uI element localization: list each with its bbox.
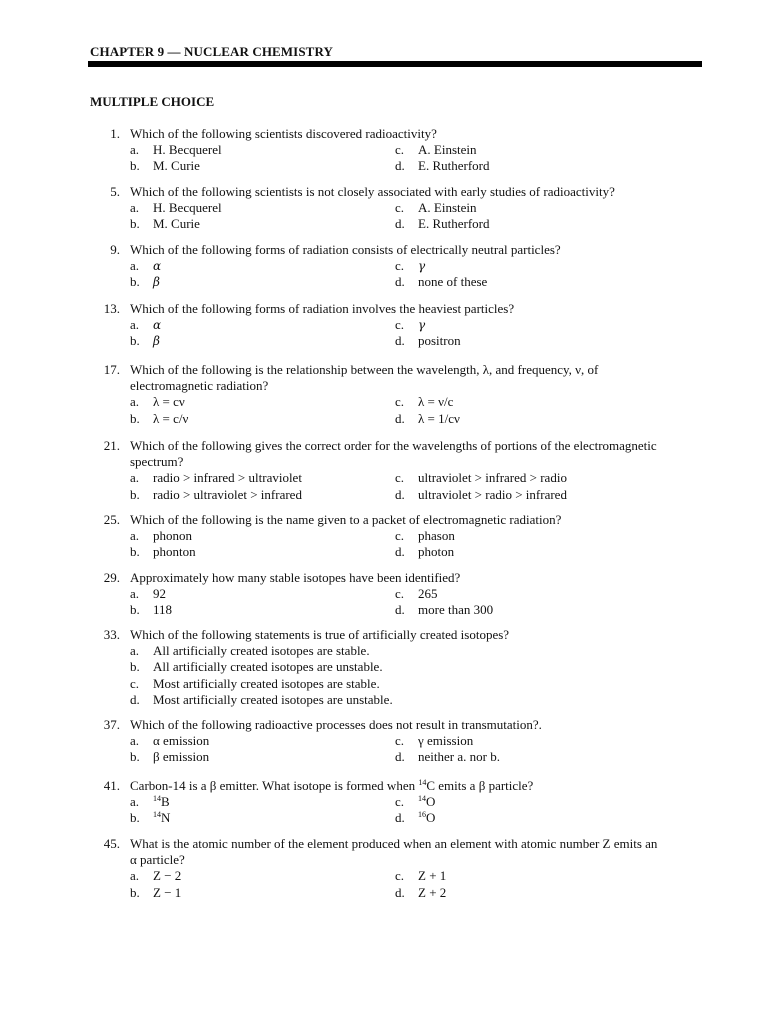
- section-heading: MULTIPLE CHOICE: [90, 94, 215, 109]
- option-b: Z − 1: [153, 884, 182, 900]
- option-letter: c.: [395, 394, 405, 410]
- option-letter: a.: [130, 258, 140, 274]
- option-letter: d.: [395, 274, 405, 290]
- chapter-title: CHAPTER 9 — NUCLEAR CHEMISTRY: [90, 44, 333, 59]
- option-d: λ = 1/cν: [418, 410, 460, 426]
- option-b: radio > ultraviolet > infrared: [153, 486, 302, 502]
- option-letter: a.: [130, 200, 140, 216]
- option-letter: b.: [130, 274, 140, 290]
- option-letter: c.: [395, 868, 405, 884]
- option-a: radio > infrared > ultraviolet: [153, 470, 302, 486]
- option-letter: d.: [395, 410, 405, 426]
- option-letter: d.: [395, 544, 405, 560]
- option-d: ultraviolet > radio > infrared: [418, 486, 567, 502]
- question-number: 41.: [103, 778, 120, 793]
- question-number: 13.: [103, 301, 120, 316]
- question-text: Which of the following is the name given to a packet of electromagnetic radiation?: [130, 512, 562, 527]
- option-d: E. Rutherford: [418, 158, 490, 174]
- question-45: [0, 836, 768, 901]
- question-number: 37.: [103, 717, 120, 732]
- question-text: Which of the following forms of radiation consists of electrically neutral particles?: [130, 242, 561, 257]
- option-c: A. Einstein: [418, 142, 477, 158]
- option-b: All artificially created isotopes are unstable.: [153, 659, 383, 675]
- option-a: 92: [153, 586, 166, 602]
- option-d: E. Rutherford: [418, 216, 490, 232]
- option-c: phason: [418, 528, 455, 544]
- option-letter: b.: [130, 333, 140, 349]
- option-c: $^{14}$O: [418, 794, 436, 810]
- question-text: Which of the following statements is true of artificially created isotopes?: [130, 627, 510, 642]
- question-21: [0, 438, 768, 503]
- option-a: phonon: [153, 528, 192, 544]
- option-letter: c.: [395, 586, 405, 602]
- option-letter: a.: [130, 470, 140, 486]
- option-a: α: [153, 318, 162, 333]
- option-c: Most artificially created isotopes are stable.: [153, 675, 380, 691]
- option-letter: d.: [395, 884, 405, 900]
- question-text: Approximately how many stable isotopes have been identified?: [130, 570, 461, 585]
- option-letter: a.: [130, 586, 140, 602]
- question-13: [0, 301, 768, 350]
- option-d: Most artificially created isotopes are unstable.: [153, 691, 393, 707]
- option-letter: a.: [130, 733, 140, 749]
- option-a: λ = cν: [153, 394, 185, 410]
- question-33: [0, 627, 768, 708]
- option-letter: d.: [395, 810, 405, 826]
- question-number: 29.: [103, 570, 120, 585]
- question-text-continued: electromagnetic radiation?: [130, 378, 269, 394]
- option-letter: b.: [130, 659, 140, 675]
- question-1: [0, 126, 768, 175]
- option-letter: b.: [130, 544, 140, 560]
- question-number: 17.: [103, 362, 120, 377]
- option-letter: b.: [130, 158, 140, 174]
- option-letter: b.: [130, 810, 140, 826]
- question-number: 21.: [103, 438, 120, 453]
- option-letter: c.: [395, 470, 405, 486]
- question-number: 1.: [110, 126, 120, 141]
- question-text: Which of the following gives the correct order for the wavelengths of portions of the electromagnetic: [130, 438, 657, 453]
- option-c: 265: [418, 586, 438, 602]
- option-letter: a.: [130, 643, 140, 659]
- option-a: H. Becquerel: [153, 142, 222, 158]
- question-25: [0, 512, 768, 561]
- option-letter: b.: [130, 410, 140, 426]
- header-rule: [88, 61, 702, 67]
- option-b: β: [153, 334, 160, 349]
- option-letter: a.: [130, 528, 140, 544]
- option-letter: c.: [395, 733, 405, 749]
- option-letter: c.: [395, 794, 405, 810]
- option-letter: d.: [395, 749, 405, 765]
- option-b: 118: [153, 602, 173, 618]
- question-text: Which of the following is the relationship between the wavelength, λ, and frequency, ν, of: [130, 362, 599, 377]
- option-d: more than 300: [418, 602, 494, 618]
- question-text: Which of the following scientists discovered radioactivity?: [130, 126, 437, 141]
- option-b: λ = c/ν: [153, 410, 189, 426]
- option-letter: d.: [395, 333, 405, 349]
- option-letter: c.: [395, 258, 405, 274]
- question-number: 5.: [110, 184, 120, 199]
- option-letter: c.: [130, 675, 140, 691]
- option-letter: a.: [130, 868, 140, 884]
- question-text: What is the atomic number of the element produced when an element with atomic number Z emits an: [130, 836, 658, 851]
- question-text: Which of the following forms of radiation involves the heaviest particles?: [130, 301, 515, 316]
- question-number: 9.: [110, 242, 120, 257]
- option-b: $^{14}$N: [153, 810, 171, 826]
- option-a: α: [153, 259, 162, 274]
- question-37: [0, 717, 768, 766]
- question-number: 33.: [103, 627, 120, 642]
- option-letter: c.: [395, 200, 405, 216]
- question-text: Which of the following scientists is not closely associated with early studies of radioactivity?: [130, 184, 615, 199]
- option-d: Z + 2: [418, 884, 447, 900]
- option-c: λ = ν/c: [418, 394, 454, 410]
- option-letter: b.: [130, 602, 140, 618]
- question-41: [0, 778, 768, 827]
- option-letter: a.: [130, 794, 140, 810]
- question-17: [0, 362, 768, 427]
- option-b: β emission: [153, 749, 210, 765]
- option-letter: a.: [130, 317, 140, 333]
- option-d: neither a. nor b.: [418, 749, 500, 765]
- option-b: β: [153, 275, 160, 290]
- option-a: $^{14}$B: [153, 794, 170, 810]
- option-c: γ: [418, 318, 426, 333]
- option-b: phonton: [153, 544, 196, 560]
- option-letter: b.: [130, 486, 140, 502]
- question-text: Which of the following radioactive processes does not result in transmutation?.: [130, 717, 542, 732]
- option-b: M. Curie: [153, 216, 200, 232]
- question-text-continued: spectrum?: [130, 454, 184, 470]
- option-c: γ: [418, 259, 426, 274]
- option-d: $^{16}$O: [418, 810, 436, 826]
- option-letter: b.: [130, 749, 140, 765]
- option-letter: b.: [130, 216, 140, 232]
- option-letter: d.: [130, 691, 140, 707]
- option-d: positron: [418, 333, 461, 349]
- option-letter: b.: [130, 884, 140, 900]
- option-letter: c.: [395, 317, 405, 333]
- option-d: none of these: [418, 274, 488, 290]
- option-letter: d.: [395, 216, 405, 232]
- option-letter: c.: [395, 142, 405, 158]
- option-letter: d.: [395, 158, 405, 174]
- question-5: [0, 184, 768, 233]
- question-29: [0, 570, 768, 619]
- option-b: M. Curie: [153, 158, 200, 174]
- option-c: γ emission: [418, 733, 474, 749]
- option-d: photon: [418, 544, 455, 560]
- question-number: 45.: [103, 836, 120, 851]
- question-text: Carbon-14 is a β emitter. What isotope is formed when $^{14}$C emits a β particle?: [130, 778, 534, 793]
- option-a: Z − 2: [153, 868, 182, 884]
- option-c: Z + 1: [418, 868, 447, 884]
- option-letter: d.: [395, 602, 405, 618]
- question-9: [0, 242, 768, 291]
- option-a: α emission: [153, 733, 210, 749]
- option-a: All artificially created isotopes are stable.: [153, 643, 370, 659]
- option-letter: a.: [130, 394, 140, 410]
- option-letter: d.: [395, 486, 405, 502]
- question-text-continued: α particle?: [130, 852, 185, 868]
- option-c: A. Einstein: [418, 200, 477, 216]
- option-c: ultraviolet > infrared > radio: [418, 470, 567, 486]
- option-a: H. Becquerel: [153, 200, 222, 216]
- option-letter: c.: [395, 528, 405, 544]
- option-letter: a.: [130, 142, 140, 158]
- question-number: 25.: [103, 512, 120, 527]
